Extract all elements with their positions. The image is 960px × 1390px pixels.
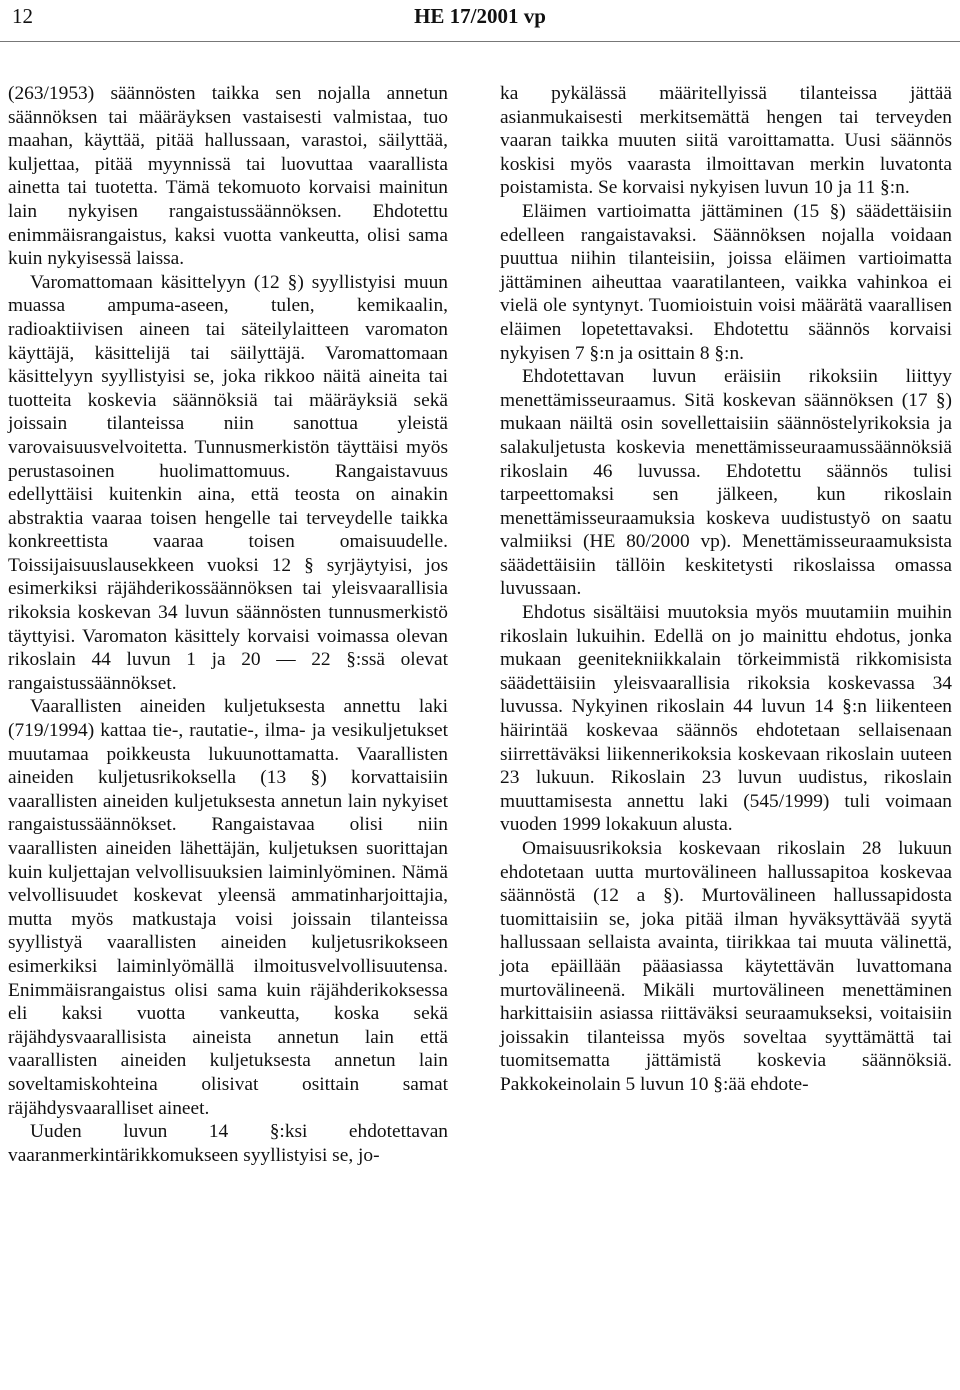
paragraph: Vaarallisten aineiden kuljetuksesta annettu laki (719/1994) kattaa tie-, rautatie-, ilma- ja vesikuljetukset muutamaa poikkeusta lukuunottamatta. Vaarallisten aineiden kuljetusrikoksella (13 §) korvattaisiin vaarallisten aineiden kuljetuksesta annetun lain nykyiset rangaistussäännökset. Rangaistavaa olisi niin vaarallisten aineiden lähettäjän, kuljetuksen suorittajan kuin kuljettajan velvollisuuksien laiminlyöminen. Nämä velvollisuudet koskevat yleensä ammatinharjoittajia, mutta myös matkustaja voisi joissain tilanteissa syyllistyä vaarallisten aineiden kuljetusrikokseen esimerkiksi laiminlyömällä ilmoitusvelvollisuutensa. Enimmäisrangaistus olisi sama kuin räjähderikoksessa eli kaksi vuotta vankeutta, koska sekä räjähdysvaarallisista aineista annetun lain että vaarallisten aineiden kuljetuksesta annetun lain soveltamiskohteina olisivat osittain samat räjähdysvaaralliset aineet. — [8, 696, 448, 1119]
paragraph: Varomattomaan käsittelyyn (12 §) syyllistyisi muun muassa ampuma-aseen, tulen, kemikaalin, radioaktiivisen aineen tai säteilylaitteen varomaton käyttäjä, käsittelijä tai säilyttäjä. Varomattomaan käsittelyyn syyllistyisi se, joka rikkoo näitä aineita tai tuotteita koskevia säännöksiä tai määräyksiä sekä joissain tilanteissa niin sanottua yleistä varovaisuusvelvoitetta. Tunnusmerkistön täyttäisi myös perustasoinen huolimattomuus. Rangaistavuus edellyttäisi kuitenkin aina, että teosta on ainakin abstraktia vaaraa toisen hengelle tai terveydelle taikka konkreettista vaaraa toisen omaisuudelle. Toissijaisuuslausekkeen vuoksi 12 § syrjäytyisi, jos esimerkiksi räjähderikossäännöksen tai yleisvaarallisia rikoksia koskevan 34 luvun säännösten tunnusmerkistö täyttyisi. Varomaton käsittely korvaisi voimassa olevan rikoslain 44 luvun 1 ja 20 — 22 §:ssä olevat rangaistussäännökset. — [8, 271, 448, 694]
paragraph: Ehdotettavan luvun eräisiin rikoksiin liittyy menettämisseuraamus. Sitä koskevan säännöksen (17 §) mukaan näiltä osin sovellettaisiin säännöstelyrikoksia ja salakuljetusta koskevia menettämisseuraamussäännöksiä rikoslain 46 luvussa. Ehdotettu säännös tulisi tarpeettomaksi sen jälkeen, kun rikoslain menettämisseuraamuksia koskeva uudistustyö on saatu valmiiksi (HE 80/2000 vp). Menettämisseuraamuksista säädettäisiin tällöin keskitetysti rikoslaissa omassa luvussaan. — [500, 366, 952, 600]
right-column — [500, 82, 952, 1097]
paragraph: (263/1953) säännösten taikka sen nojalla annetun säännöksen tai määräyksen vastaisesti valmistaa, tuo maahan, käyttää, pitää hallussaan, varastoi, säilyttää, kuljettaa, pitää myynnissä tai luovuttaa vaarallista ainetta tai tuotetta. Tämä tekomuoto korvaisi mainitun lain nykyisen rangaistussäännöksen. Ehdotettu enimmäisrangaistus, kaksi vuotta vankeutta, olisi sama kuin nykyisessä laissa. — [8, 83, 448, 270]
page-number: 12 — [12, 4, 33, 28]
left-column — [8, 82, 448, 1167]
document-title: HE 17/2001 vp — [414, 4, 546, 28]
paragraph: Uuden luvun 14 §:ksi ehdotettavan vaaranmerkintärikkomukseen syyllistyisi se, jo- — [8, 1121, 448, 1166]
paragraph: Omaisuusrikoksia koskevaan rikoslain 28 lukuun ehdotetaan uutta murtovälineen hallussapitoa koskevaa säännöstä (12 a §). Murtovälineen hallussapidosta tuomittaisiin se, joka pitää ilman hyväksyttävää syytä hallussaan sellaista avainta, tiirikkaa tai muuta välinettä, jota epäillään pääasiassa käytettävän luvattomana murtovälineenä. Mikäli murtovälineen menettäminen harkittaisiin asiassa riittäväksi seuraamukseksi, voitaisiin joissakin tilanteissa myös soveltaa syyttämättä tai tuomitsematta jättämistä koskevia säännöksiä. Pakkokeinolain 5 luvun 10 §:ää ehdote- — [500, 838, 952, 1095]
paragraph: Ehdotus sisältäisi muutoksia myös muutamiin muihin rikoslain lukuihin. Edellä on jo mainittu ehdotus, jonka mukaan geenitekniikkalain törkeimmistä rikkomisista säädettäisiin yleisvaarallisia rikoksia koskevassa 34 luvussa. Nykyinen rikoslain 44 luvun 14 §:n liikenteen häirintää koskevaa säännös ehdotetaan sellaisenaan siirrettäväksi liikennerikoksia koskevaan rikoslain uuteen 23 lukuun. Rikoslain 23 luvun uudistus, rikoslain muuttamisesta annettu laki (545/1999) tuli voimaan vuoden 1999 lokakuun alusta. — [500, 602, 952, 836]
paragraph: Eläimen vartioimatta jättäminen (15 §) säädettäisiin edelleen rangaistavaksi. Säännöksen nojalla voidaan puuttua niihin tilanteisiin, joissa eläimen vartioimatta jättäminen aiheuttaa vaaratilanteen, vaikka vahinkoa ei vielä ole syntynyt. Tuomioistuin voisi määrätä vaarallisen eläimen lopetettavaksi. Ehdotettu säännös korvaisi nykyisen 7 §:n ja osittain 8 §:n. — [500, 200, 952, 364]
paragraph: ka pykälässä määritellyissä tilanteissa jättää asianmukaisesti merkitsemättä hengen tai terveyden vaaran taikka muuten siitä varoittamatta. Uusi säännös koskisi myös vaarasta ilmoittavan merkin luvatonta poistamista. Se korvaisi nykyisen luvun 10 ja 11 §:n. — [500, 83, 952, 199]
header-divider — [0, 41, 960, 42]
page-header — [0, 0, 960, 44]
